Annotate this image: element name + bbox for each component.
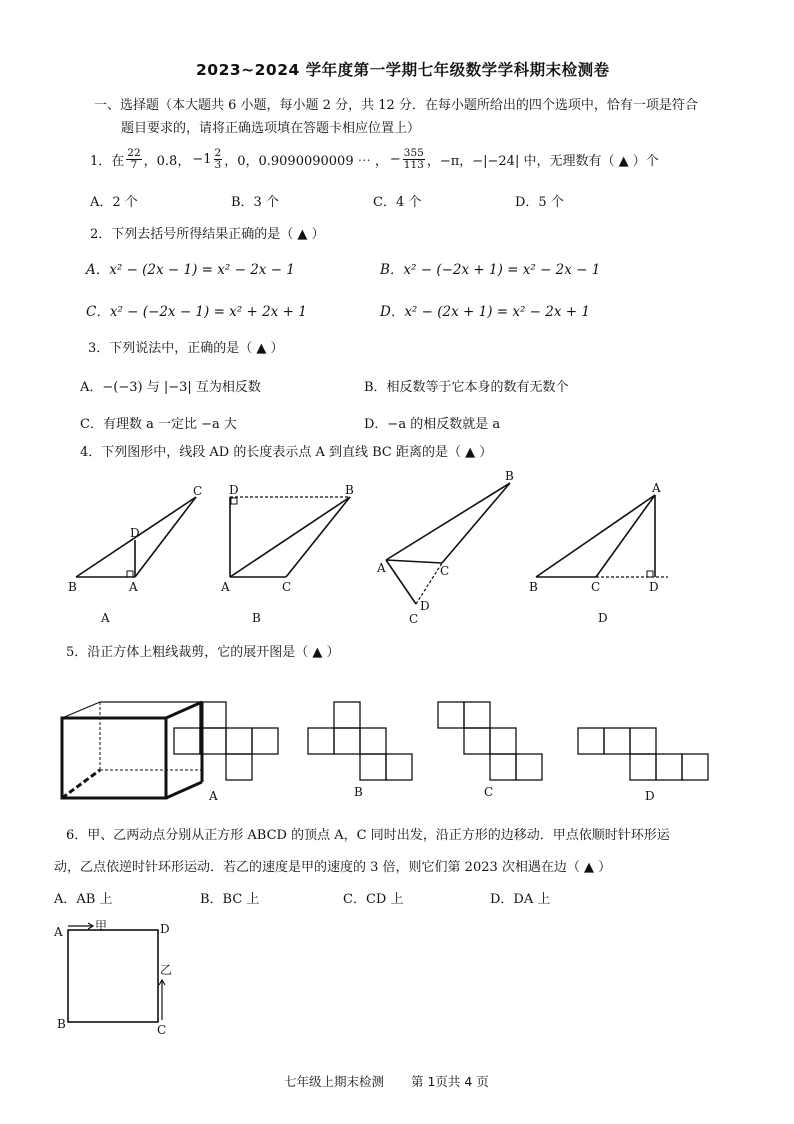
q4a-point-a: A: [129, 580, 138, 594]
q1-fraction-355-113: $\frac{355}{113}$: [403, 147, 424, 171]
question-2-stem: 2．下列去括号所得结果正确的是（ ▲ ）: [90, 227, 325, 242]
q2-option-c: C．x² − (−2x − 1) = x² + 2x + 1: [86, 304, 307, 320]
q4-figure-c: [386, 483, 510, 604]
q1-option-b: B．3 个: [231, 195, 279, 210]
q6-option-b: B．BC 上: [200, 892, 260, 907]
q1-option-c: C．4 个: [373, 195, 422, 210]
q5-figure-label-c: C: [484, 785, 494, 799]
q2-option-a: A．x² − (2x − 1) = x² − 2x − 1: [86, 262, 295, 278]
q5-net-c: [438, 702, 542, 780]
q5-net-b: [308, 702, 412, 780]
q6-option-d: D．DA 上: [490, 892, 551, 907]
q6-point-a: A: [54, 925, 63, 939]
q3-option-b: B．相反数等于它本身的数有无数个: [364, 380, 569, 395]
q4a-point-c: C: [193, 484, 203, 498]
q4-figure-d: [536, 495, 668, 577]
q5-net-a: [174, 702, 278, 780]
q4c-point-c-upper: C: [440, 564, 450, 578]
section-instructions-line1: 一、选择题（本大题共 6 小题，每小题 2 分，共 12 分．在每小题所给出的四个选项中，恰有一项是符合: [94, 98, 698, 113]
q6-label-yi: 乙: [160, 963, 173, 977]
q4b-point-d: D: [229, 483, 239, 497]
q1-option-d: D．5 个: [515, 195, 564, 210]
q4d-point-d: D: [649, 580, 659, 594]
question-3-stem: 3．下列说法中，正确的是（ ▲ ）: [88, 341, 284, 356]
q1-item-decimal: ，0，0.9090090009 ⋯ ，: [224, 154, 388, 169]
q4-figure-label-a: A: [101, 611, 110, 625]
q3-option-c: C．有理数 a 一定比 −a 大: [80, 417, 237, 432]
q1-prefix: 1．在: [90, 154, 125, 169]
page-title: 2023~2024 学年度第一学期七年级数学学科期末检测卷: [196, 61, 610, 79]
q5-figures: [0, 690, 794, 810]
q1-tail: ，−π，−|−24| 中，无理数有（ ▲ ）个: [426, 154, 659, 169]
q4-figure-label-d: D: [598, 611, 608, 625]
footer-title: 七年级上期末检测: [284, 1074, 385, 1089]
q1-fraction-2-3: $\frac{2}{3}$: [214, 147, 222, 171]
question-6-line2: 动，乙点依逆时针环形运动．若乙的速度是甲的速度的 3 倍，则它们第 2023 次相遇在边（ ▲ ）: [54, 860, 612, 875]
q4d-point-a: A: [652, 481, 661, 495]
q1-item-repeating: ，0.8̇，: [143, 154, 191, 169]
q5-cube: [62, 702, 202, 798]
q4c-point-c-lower: C: [409, 612, 419, 626]
q4-figures: [0, 460, 794, 630]
q4c-point-b: B: [505, 469, 514, 483]
q4a-point-b: B: [68, 580, 77, 594]
q6-square-figure: [0, 910, 260, 1045]
q6-point-d: D: [160, 922, 170, 936]
q5-net-d: [578, 728, 708, 780]
q6-point-b: B: [57, 1017, 66, 1031]
q2-option-d: D．x² − (2x + 1) = x² − 2x + 1: [380, 304, 590, 320]
q1-item-minus: −: [389, 152, 401, 167]
q3-option-a: A．−(−3) 与 |−3| 互为相反数: [80, 380, 261, 395]
q4c-point-d: D: [420, 599, 430, 613]
q5-figure-label-d: D: [645, 789, 655, 803]
q6-option-c: C．CD 上: [343, 892, 404, 907]
q5-figure-label-b: B: [354, 785, 363, 799]
q4-figure-label-b: B: [252, 611, 261, 625]
q1-fraction-22-7: $\frac{22}{7}$: [127, 147, 141, 171]
q1-option-a: A．2 个: [90, 195, 138, 210]
q2-option-b: B．x² − (−2x + 1) = x² − 2x − 1: [380, 262, 601, 278]
question-5-stem: 5．沿正方体上粗线裁剪，它的展开图是（ ▲ ）: [66, 645, 340, 660]
q4b-point-b: B: [345, 483, 354, 497]
question-4-stem: 4．下列图形中，线段 AD 的长度表示点 A 到直线 BC 距离的是（ ▲ ）: [80, 445, 493, 460]
q3-option-d: D．−a 的相反数就是 a: [364, 417, 501, 432]
q4a-point-d: D: [130, 526, 140, 540]
question-6-line1: 6．甲、乙两动点分别从正方形 ABCD 的顶点 A，C 同时出发，沿正方形的边移动．甲点依顺时针环形运: [66, 828, 670, 843]
q5-figure-label-a: A: [209, 789, 218, 803]
q4c-point-a: A: [377, 561, 386, 575]
footer-page-number: 第 1页共 4 页: [411, 1074, 489, 1089]
q6-point-c: C: [157, 1023, 167, 1037]
question-1-stem: [90, 148, 659, 171]
q4d-point-b: B: [529, 580, 538, 594]
q6-option-a: A．AB 上: [54, 892, 113, 907]
q1-item-mixed: −1: [192, 152, 212, 167]
section-instructions-line2: 题目要求的，请将正确选项填在答题卡相应位置上）: [121, 121, 421, 136]
q4-figure-b: [230, 497, 350, 577]
q4d-point-c: C: [591, 580, 601, 594]
q4b-point-a: A: [221, 580, 230, 594]
q4b-point-c: C: [282, 580, 292, 594]
q6-label-jia: 甲: [95, 919, 108, 933]
